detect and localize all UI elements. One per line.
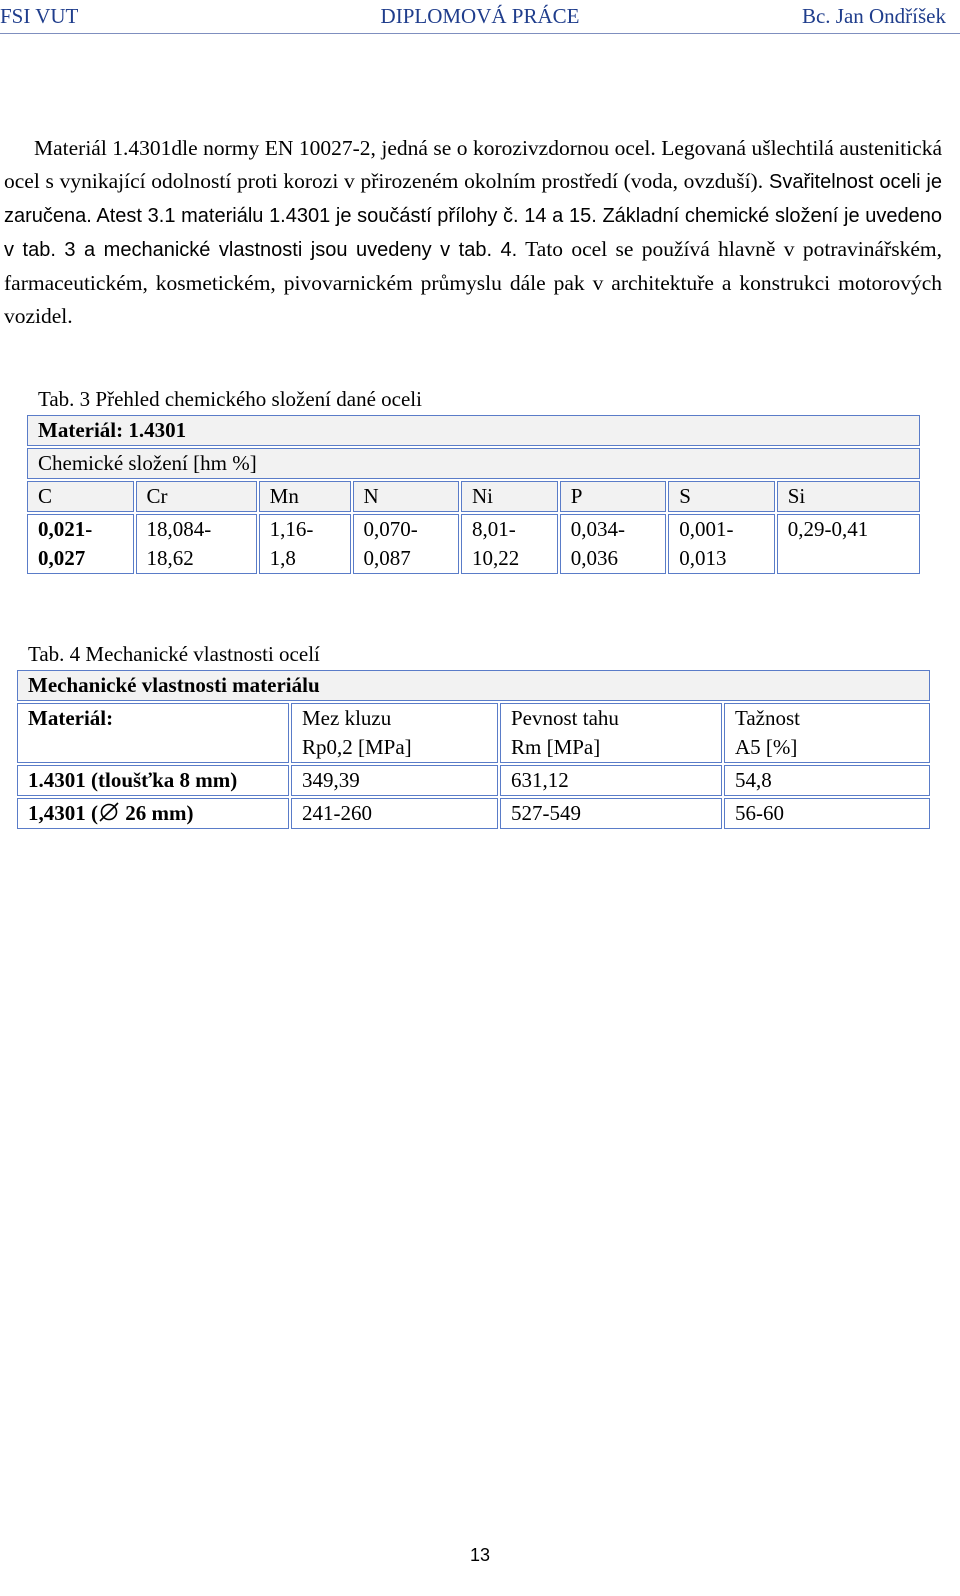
value-cell-ni bbox=[461, 514, 558, 574]
value-line-1: 8,01- bbox=[472, 517, 516, 541]
header-cell-material: Materiál: bbox=[17, 703, 289, 763]
header-line-2: A5 [%] bbox=[735, 735, 798, 759]
value-cell-p bbox=[560, 514, 667, 574]
table-row bbox=[17, 670, 930, 701]
header-rule bbox=[0, 33, 960, 34]
value-line-1: 18,084- bbox=[146, 517, 212, 541]
header-cell-tensile bbox=[500, 703, 722, 763]
header-document-type: DIPLOMOVÁ PRÁCE bbox=[380, 4, 580, 28]
header-cell: Mn bbox=[259, 481, 351, 512]
value-line-2: 1,8 bbox=[269, 546, 296, 570]
tensile-cell: 527-549 bbox=[500, 798, 722, 829]
yield-cell: 349,39 bbox=[291, 765, 498, 796]
header-cell-yield bbox=[291, 703, 498, 763]
header-cell-elongation bbox=[724, 703, 930, 763]
material-cell: Materiál: 1.4301 bbox=[27, 415, 920, 446]
table-row bbox=[17, 798, 930, 829]
table-4-caption: Tab. 4 Mechanické vlastnosti ocelí bbox=[28, 642, 320, 666]
table-3-caption: Tab. 3 Přehled chemického složení dané oceli bbox=[38, 387, 422, 411]
header-author: Bc. Jan Ondříšek bbox=[801, 4, 946, 28]
value-line-2: 0,036 bbox=[570, 546, 618, 570]
material-label-suffix: 26 mm) bbox=[120, 801, 194, 825]
table-header-row bbox=[17, 703, 930, 763]
table-row bbox=[27, 415, 920, 446]
header-institution: FSI VUT bbox=[0, 4, 79, 28]
header-cell: N bbox=[353, 481, 460, 512]
header-cell: S bbox=[668, 481, 775, 512]
body-paragraph bbox=[4, 132, 942, 333]
value-line-2: 18,62 bbox=[146, 546, 194, 570]
table-header-row bbox=[27, 481, 920, 512]
header-cell: C bbox=[27, 481, 134, 512]
table-row bbox=[17, 765, 930, 796]
composition-header-cell: Chemické složení [hm %] bbox=[27, 448, 920, 479]
header-line-1: Mez kluzu bbox=[302, 706, 392, 730]
table-row bbox=[27, 448, 920, 479]
sentence-3: Tato ocel se používá hlavně v potravinářském, farmaceutickém, kosmetickém, pivovarnickém průmyslu dále pak v architektuře a konstrukci motorových vozidel. bbox=[4, 237, 942, 328]
header-line-2: Rp0,2 [MPa] bbox=[302, 735, 412, 759]
value-cell-c bbox=[27, 514, 134, 574]
material-label: 1,4301 ( bbox=[28, 801, 98, 825]
header-line-2: Rm [MPa] bbox=[511, 735, 601, 759]
material-label: 1.4301 (tloušťka 8 mm) bbox=[28, 768, 238, 792]
value-line-1: 0,070- bbox=[363, 517, 418, 541]
value-line-2: 0,027 bbox=[38, 546, 86, 570]
value-line-2: 0,013 bbox=[679, 546, 727, 570]
title-cell: Mechanické vlastnosti materiálu bbox=[17, 670, 930, 701]
header-cell: Si bbox=[777, 481, 920, 512]
table-row bbox=[27, 514, 920, 574]
paragraph bbox=[4, 132, 942, 333]
chemical-composition-table bbox=[25, 413, 922, 576]
mechanical-properties-table bbox=[15, 668, 932, 831]
material-cell bbox=[17, 798, 289, 829]
tensile-cell: 631,12 bbox=[500, 765, 722, 796]
elongation-cell: 56-60 bbox=[724, 798, 930, 829]
value-cell-s bbox=[668, 514, 775, 574]
sentence-2: Svařitelnost oceli je zaručena. Atest 3.1 materiálu 1.4301 je součástí přílohy č. 14 a 15. Základní chemické složení je uvedeno v tab. 3 a mechanické vlastnosti jsou uvedeny v tab. 4. bbox=[4, 171, 942, 261]
diameter-icon bbox=[98, 801, 120, 823]
elongation-cell: 54,8 bbox=[724, 765, 930, 796]
value-line-2: 10,22 bbox=[472, 546, 520, 570]
value-line-1: 0,29-0,41 bbox=[787, 517, 869, 541]
page-header bbox=[0, 4, 960, 32]
yield-cell: 241-260 bbox=[291, 798, 498, 829]
value-line-1: 0,021- bbox=[38, 517, 93, 541]
value-cell-cr bbox=[136, 514, 257, 574]
header-line-1: Tažnost bbox=[735, 706, 801, 730]
material-cell bbox=[17, 765, 289, 796]
value-line-1: 0,001- bbox=[679, 517, 734, 541]
value-cell-si bbox=[777, 514, 920, 574]
value-line-1: 0,034- bbox=[570, 517, 625, 541]
value-cell-mn bbox=[259, 514, 351, 574]
header-cell: P bbox=[560, 481, 667, 512]
value-line-2: 0,087 bbox=[363, 546, 411, 570]
page-number: 13 bbox=[469, 1545, 491, 1565]
sentence-1: Materiál 1.4301dle normy EN 10027-2, jedná se o korozivzdornou ocel. Legovaná ušlechtilá austenitická ocel s vynikající odolností proti korozi v přirozeném okolním prostředí (voda, ovzduší). bbox=[4, 136, 942, 193]
value-line-1: 1,16- bbox=[269, 517, 314, 541]
header-line-1: Pevnost tahu bbox=[511, 706, 619, 730]
value-cell-n bbox=[353, 514, 460, 574]
header-cell: Ni bbox=[461, 481, 558, 512]
header-cell: Cr bbox=[136, 481, 257, 512]
